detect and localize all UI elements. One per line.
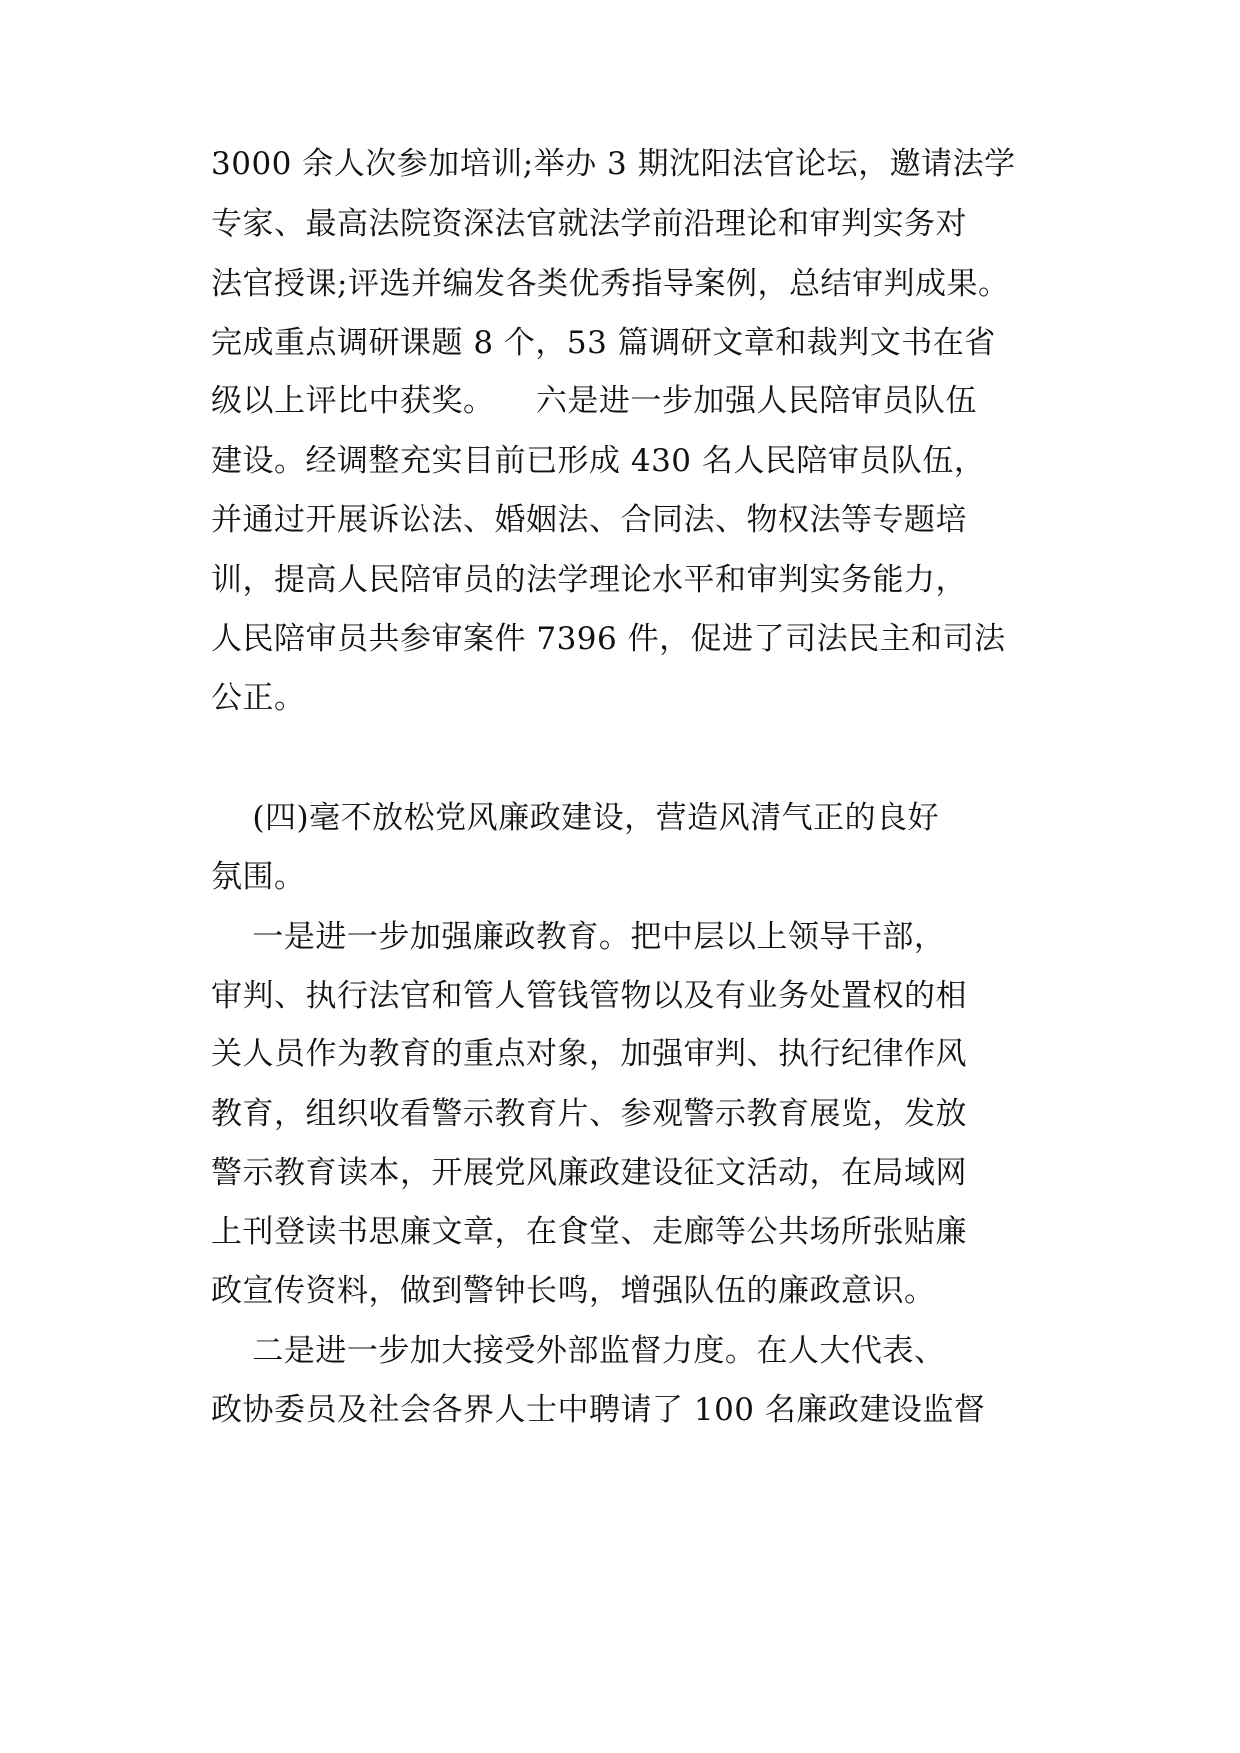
text-line: 级以上评比中获奖。 六是进一步加强人民陪审员队伍 — [211, 383, 977, 419]
text-line: 警示教育读本，开展党风廉政建设征文活动，在局域网 — [211, 1155, 967, 1191]
text-line: 审判、执行法官和管人管钱管物以及有业务处置权的相 — [211, 978, 967, 1014]
text-line: 建设。经调整充实目前已形成 430 名人民陪审员队伍， — [211, 443, 986, 479]
text-line: 公正。 — [211, 680, 306, 716]
section-heading: (四)毫不放松党风廉政建设，营造风清气正的良好 — [211, 800, 940, 836]
text-line: 专家、最高法院资深法官就法学前沿理论和审判实务对 — [211, 206, 967, 242]
text-line: 政协委员及社会各界人士中聘请了 100 名廉政建设监督 — [211, 1392, 986, 1428]
text-line: 训，提高人民陪审员的法学理论水平和审判实务能力， — [211, 562, 967, 598]
text-line: 人民陪审员共参审案件 7396 件，促进了司法民主和司法 — [211, 621, 1006, 657]
text-line: 法官授课;评选并编发各类优秀指导案例，总结审判成果。 — [211, 266, 1010, 302]
text-line: 一是进一步加强廉政教育。把中层以上领导干部， — [211, 919, 946, 955]
text-line: 完成重点调研课题 8 个，53 篇调研文章和裁判文书在省 — [211, 325, 996, 361]
text-line: 并通过开展诉讼法、婚姻法、合同法、物权法等专题培 — [211, 502, 967, 538]
text-line: 氛围。 — [211, 859, 306, 895]
text-line: 上刊登读书思廉文章，在食堂、走廊等公共场所张贴廉 — [211, 1214, 967, 1250]
text-line: 政宣传资料，做到警钟长鸣，增强队伍的廉政意识。 — [211, 1273, 936, 1309]
text-line: 关人员作为教育的重点对象，加强审判、执行纪律作风 — [211, 1036, 967, 1072]
text-line: 二是进一步加大接受外部监督力度。在人大代表、 — [211, 1333, 946, 1369]
text-line: 教育，组织收看警示教育片、参观警示教育展览，发放 — [211, 1096, 967, 1132]
text-line: 3000 余人次参加培训;举办 3 期沈阳法官论坛，邀请法学 — [211, 146, 1016, 182]
